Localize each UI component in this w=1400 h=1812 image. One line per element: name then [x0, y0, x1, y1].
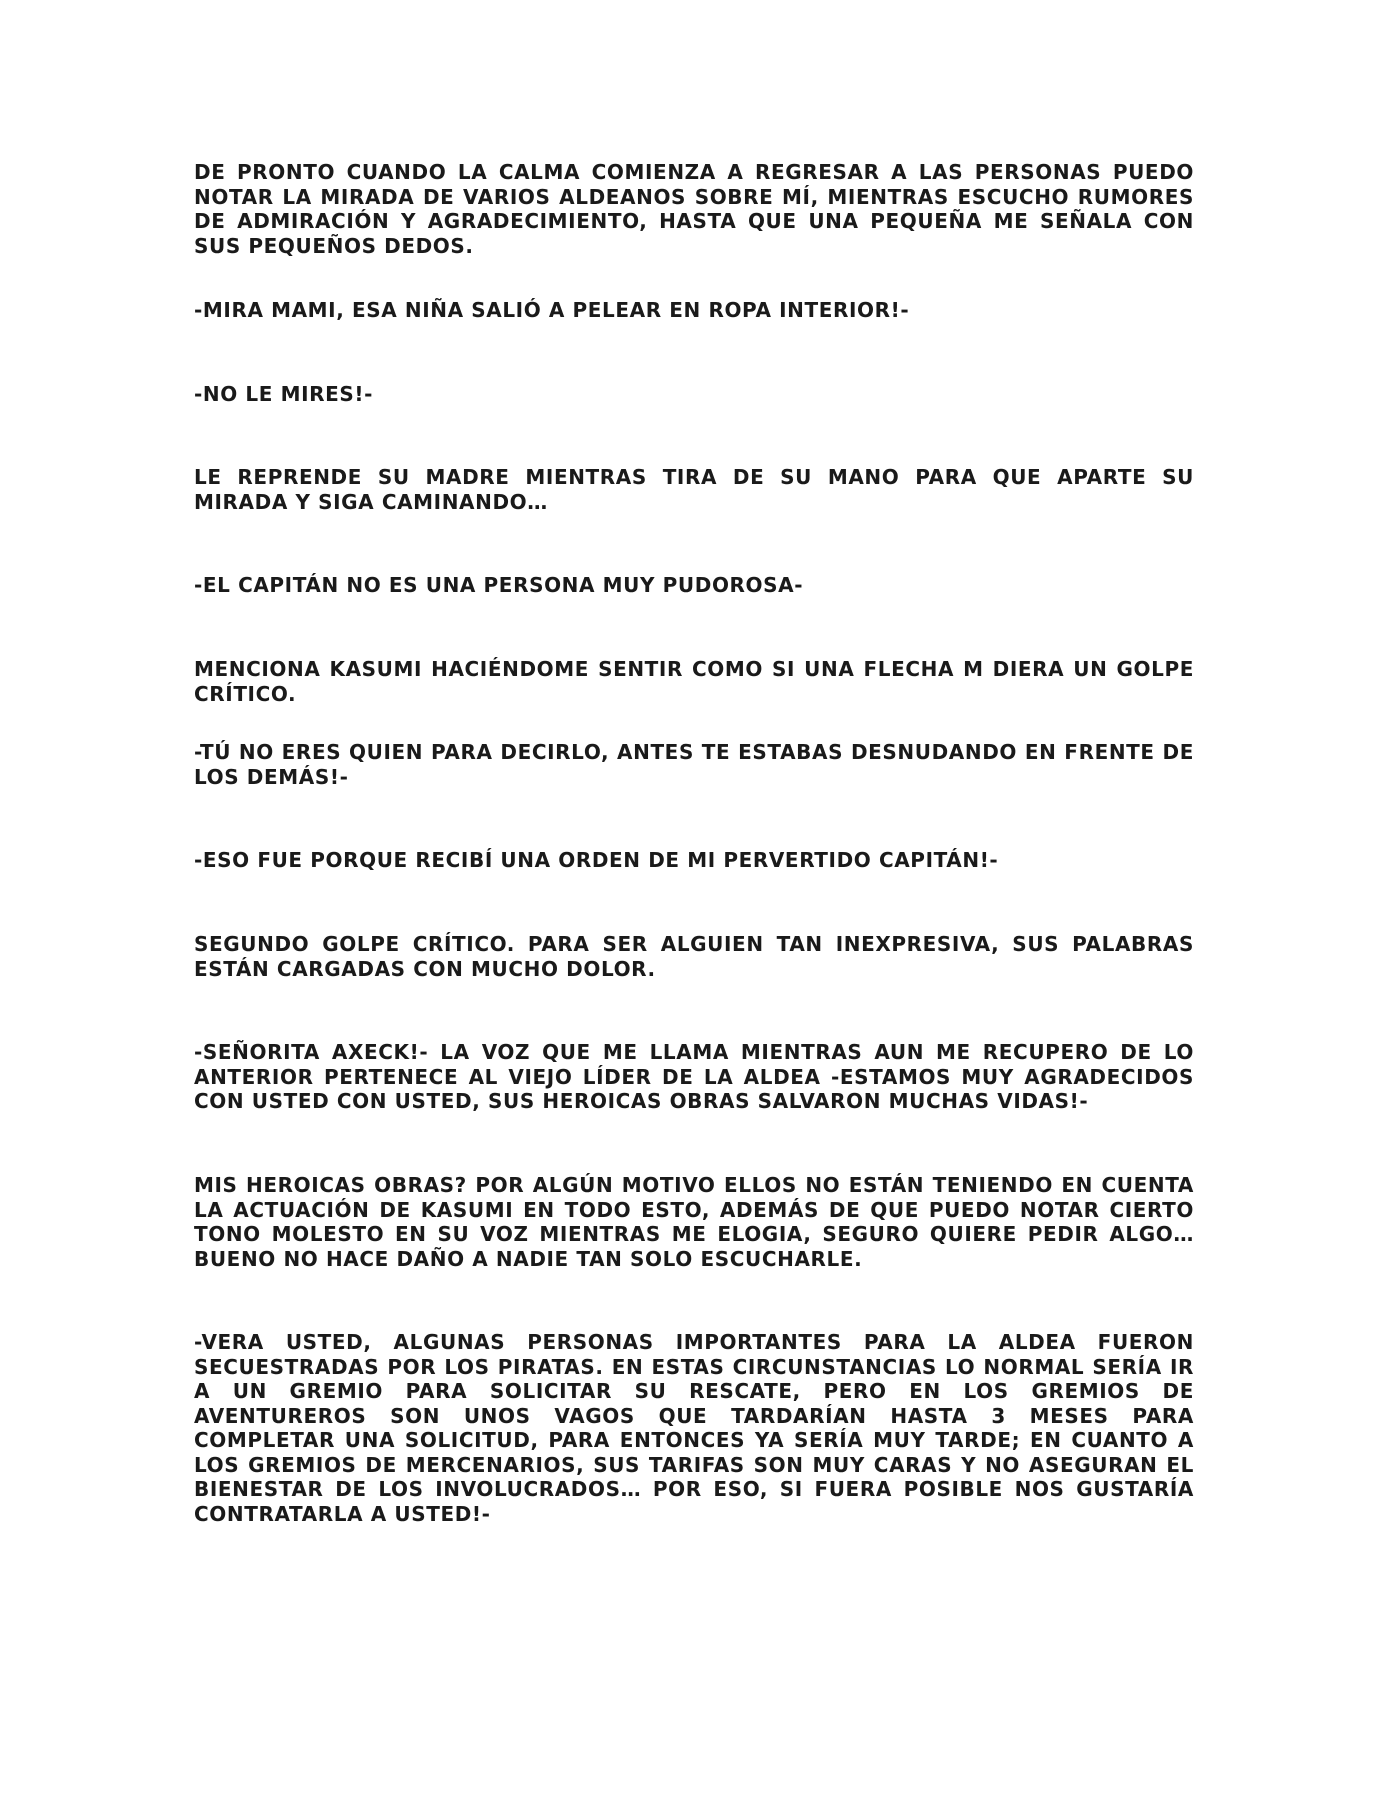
paragraph-dialogue-mother: -NO LE MIRES!- [194, 382, 374, 406]
paragraph-dialogue-kasumi: -EL CAPITÁN NO ES UNA PERSONA MUY PUDOROSA- [194, 573, 804, 597]
paragraph-dialogue-request: -VERA USTED, ALGUNAS PERSONAS IMPORTANTES PARA LA ALDEA FUERON SECUESTRADAS POR LOS PIRATAS. EN ESTAS CIRCUNSTANCIAS LO NORMAL SERÍA IR A UN GREMIO PARA SOLICITAR SU RESCATE, PERO EN LOS GREMIOS DE AVENTUREROS SON UNOS VAGOS QUE TARDARÍAN HASTA 3 MESES PARA COMPLETAR UNA SOLICITUD, PARA ENTONCES YA SERÍA MUY TARDE; EN CUANTO A LOS GREMIOS DE MERCENARIOS, SUS TARIFAS SON MUY CARAS Y NO ASEGURAN EL BIENESTAR DE LOS INVOLUCRADOS… POR ESO, SI FUERA POSIBLE NOS GUSTARÍA CONTRATARLA A USTED!- [194, 1330, 1194, 1526]
paragraph-narration-heroic: MIS HEROICAS OBRAS? POR ALGÚN MOTIVO ELLOS NO ESTÁN TENIENDO EN CUENTA LA ACTUACIÓN DE KASUMI EN TODO ESTO, ADEMÁS DE QUE PUEDO NOTAR CIERTO TONO MOLESTO EN SU VOZ MIENTRAS ME ELOGIA, SEGURO QUIERE PEDIR ALGO… BUENO NO HACE DAÑO A NADIE TAN SOLO ESCUCHARLE. [194, 1173, 1194, 1271]
paragraph-dialogue-leader: -SEÑORITA AXECK!- LA VOZ QUE ME LLAMA MIENTRAS AUN ME RECUPERO DE LO ANTERIOR PERTENECE AL VIEJO LÍDER DE LA ALDEA -ESTAMOS MUY AGRADECIDOS CON USTED CON USTED, SUS HEROICAS OBRAS SALVARON MUCHAS VIDAS!- [194, 1040, 1194, 1113]
paragraph-intro: DE PRONTO CUANDO LA CALMA COMIENZA A REGRESAR A LAS PERSONAS PUEDO NOTAR LA MIRADA DE VARIOS ALDEANOS SOBRE MÍ, MIENTRAS ESCUCHO RUMORES DE ADMIRACIÓN Y AGRADECIMIENTO, HASTA QUE UNA PEQUEÑA ME SEÑALA CON SUS PEQUEÑOS DEDOS. [194, 160, 1194, 258]
paragraph-dialogue-order: -ESO FUE PORQUE RECIBÍ UNA ORDEN DE MI PERVERTIDO CAPITÁN!- [194, 848, 999, 872]
paragraph-narration-mother: LE REPRENDE SU MADRE MIENTRAS TIRA DE SU MANO PARA QUE APARTE SU MIRADA Y SIGA CAMINANDO… [194, 465, 1194, 514]
paragraph-narration-kasumi: MENCIONA KASUMI HACIÉNDOME SENTIR COMO SI UNA FLECHA M DIERA UN GOLPE CRÍTICO. [194, 657, 1194, 706]
paragraph-dialogue-reply: -TÚ NO ERES QUIEN PARA DECIRLO, ANTES TE ESTABAS DESNUDANDO EN FRENTE DE LOS DEMÁS!- [194, 740, 1194, 789]
paragraph-narration-critical: SEGUNDO GOLPE CRÍTICO. PARA SER ALGUIEN TAN INEXPRESIVA, SUS PALABRAS ESTÁN CARGADAS CON MUCHO DOLOR. [194, 932, 1194, 981]
paragraph-dialogue-girl: -MIRA MAMI, ESA NIÑA SALIÓ A PELEAR EN ROPA INTERIOR!- [194, 298, 910, 322]
